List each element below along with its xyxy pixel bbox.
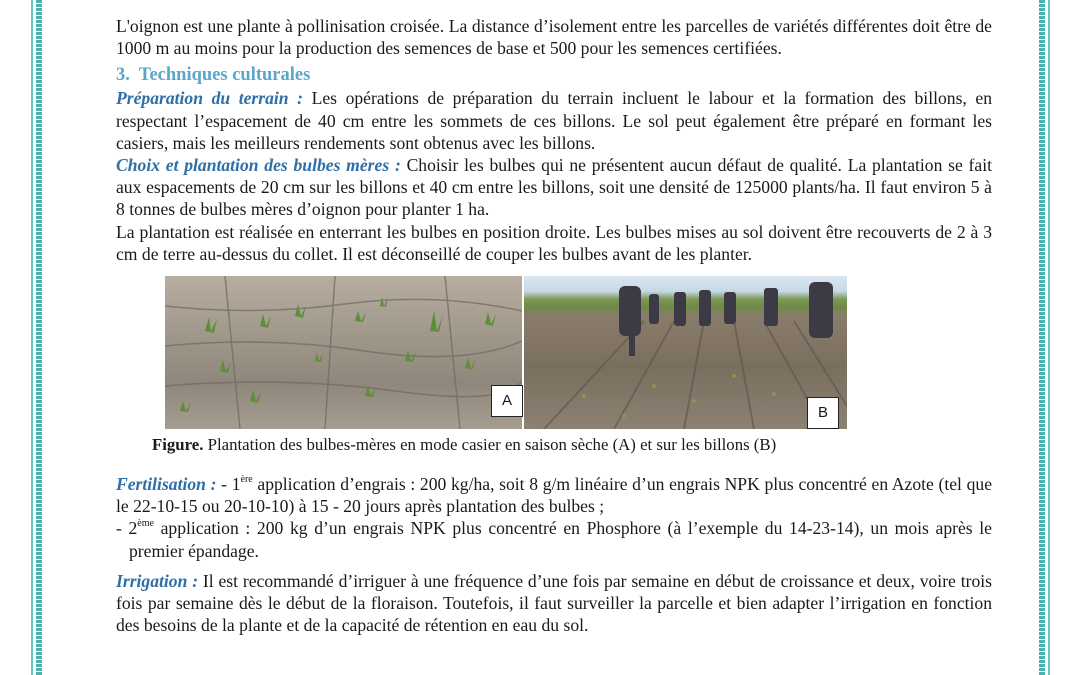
figure-caption-label: Figure.: [152, 435, 204, 455]
figure-caption: [152, 435, 992, 455]
document-body: [116, 0, 992, 636]
fert-item1-prefix: - 1: [216, 474, 241, 495]
section-title: Techniques culturales: [138, 65, 311, 86]
fert-item1-text: application d’engrais : 200 kg/ha, soit 8 g/m linéaire d’un engrais NPK plus concentré en Azote (tel que le 22-10-15 ou 20-10-10) à 15 - 20 jours après plantation des bulbes ;: [116, 474, 993, 517]
choix-text: Choisir les bulbes qui ne présentent aucun défaut de qualité. La plantation se fait aux espacements de 20 cm sur les billons et 40 cm entre les billons, soit une densité de 125000 plants/ha. Il faut environ 5 à 8 tonnes de bulbes mères d’oignon pour planter 1 ha.: [116, 155, 992, 220]
photo-casier-field: [165, 276, 522, 429]
fert-item2-prefix: - 2: [116, 518, 138, 539]
fert-item2-sup: ème: [137, 518, 154, 530]
choix-label: Choix et plantation des bulbes mères :: [116, 155, 401, 176]
section-number: 3.: [116, 65, 130, 86]
figure-tag-b: B: [807, 397, 839, 429]
preparation-paragraph: [116, 87, 992, 154]
choix-paragraph: [116, 154, 992, 221]
page-border-left: [36, 0, 42, 675]
figure-caption-text: Plantation des bulbes-mères en mode casier en saison sèche (A) et sur les billons (B): [203, 435, 777, 455]
irrigation-text: Il est recommandé d’irriguer à une fréquence d’une fois par semaine en début de croissance et deux, voire trois fois par semaine dès le début de la floraison. Toutefois, il faut surveiller la parcelle et bien adapter l’irrigation en fonction des besoins de la plante et de la capacité de rétention en eau du sol.: [116, 570, 992, 636]
page-border-right: [1039, 0, 1045, 675]
irrigation-paragraph: [116, 570, 992, 637]
figure-tag-a: A: [491, 385, 523, 417]
fertilisation-item-2: [116, 517, 992, 561]
plantation-paragraph: La plantation est réalisée en enterrant les bulbes en position droite. Les bulbes mises au sol doivent être recouverts de 2 à 3 cm de terre au-dessus du collet. Il est déconseillé de couper les bulbes avant de les planter.: [116, 221, 992, 264]
preparation-text: Les opérations de préparation du terrain incluent le labour et la formation des billons, en respectant l’espacement de 40 cm entre les sommets de ces billons. Le sol peut également être préparé en formant les casiers, mais les meilleurs rendements sont obtenus avec les billons.: [116, 88, 992, 153]
fert-item1-sup: ère: [240, 474, 253, 486]
fertilisation-item-1: [116, 473, 992, 517]
intro-paragraph: L'oignon est une plante à pollinisation croisée. La distance d’isolement entre les parcelles de variétés différentes doit être de 1000 m au moins pour la production des semences de base et 500 pour les semences certifiées.: [116, 16, 992, 59]
fert-item2-text: application : 200 kg d’un engrais NPK plus concentré en Phosphore (à l’exemple du 14-23-14), un mois après le premier épandage.: [129, 518, 992, 561]
irrigation-label: Irrigation :: [116, 570, 199, 591]
fertilisation-label: Fertilisation :: [116, 474, 217, 495]
section-heading: [116, 63, 992, 87]
preparation-label: Préparation du terrain :: [116, 88, 304, 109]
photo-billons-field: [524, 276, 847, 429]
figure: [165, 276, 847, 429]
